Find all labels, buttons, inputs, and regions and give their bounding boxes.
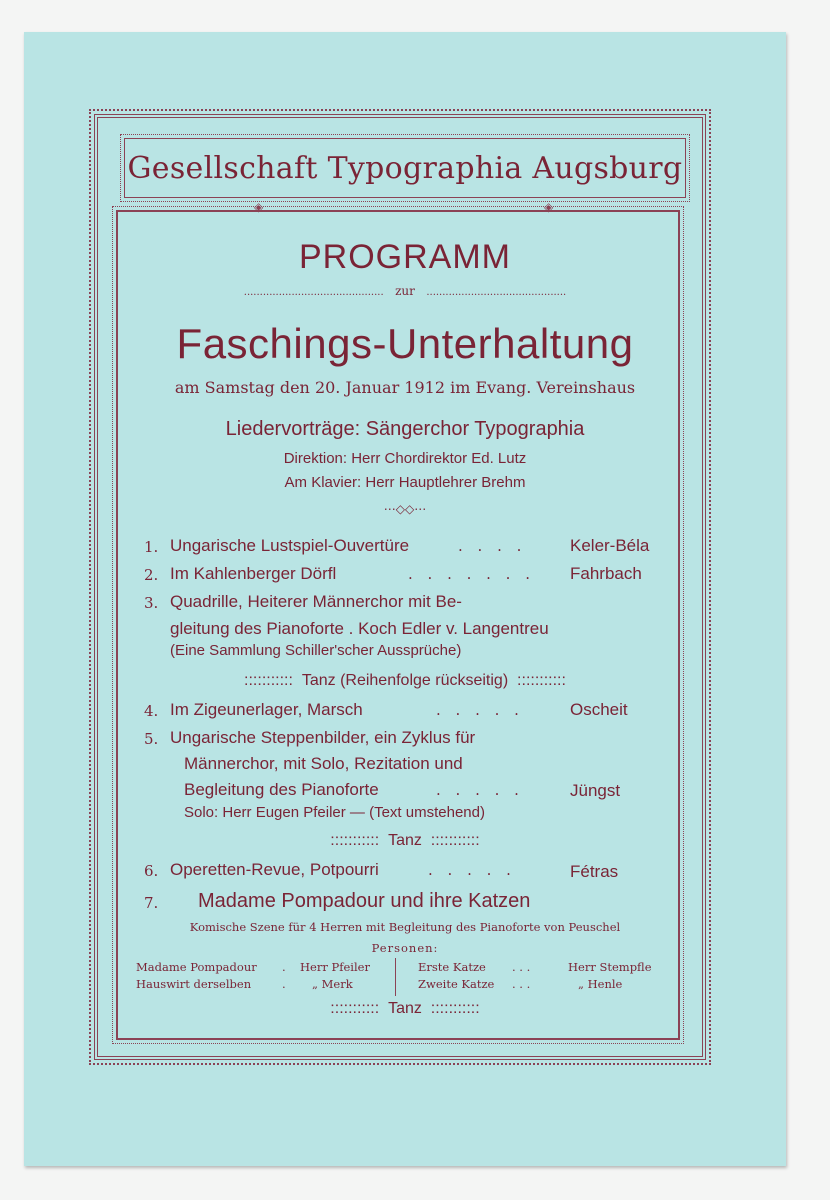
corner-ornament-left: ◈ [254,200,264,214]
item-6-title: Operetten-Revue, Potpourri [170,860,379,879]
dotted-rule-right: ............................................ [426,287,567,298]
tanz-dots-left: ::::::::::: [330,832,380,849]
dotted-rule-left: ............................................ [243,287,384,298]
item-7-subtitle: Komische Szene für 4 Herren mit Begleitung des Pianoforte von Peuschel [189,920,621,934]
item-2-composer: Fahrbach [570,564,642,583]
event-title: Faschings-Unterhaltung [176,320,634,367]
item-2-leader: . . . . . . . [408,565,535,583]
role-right-1-dots: . . . [512,960,531,974]
tanz-1-label: Tanz (Reihenfolge rückseitig) [301,672,509,689]
corner-ornament-right: ◈ [544,200,554,214]
item-5-line2: Männerchor, mit Solo, Rezitation und [184,754,463,773]
zur-line [24,284,786,298]
lieder-line: Liedervorträge: Sängerchor Typographia [225,418,585,440]
tanz-dots-right: ::::::::::: [430,832,480,849]
item-3-line2: gleitung des Pianoforte . Koch Edler v. Langentreu [170,619,549,638]
item-1-composer: Keler-Béla [570,536,650,555]
item-5-solo: Solo: Herr Eugen Pfeiler — (Text umstehend) [184,804,485,821]
item-2-title: Im Kahlenberger Dörfl [170,564,337,583]
tanz-2-label: Tanz [388,832,422,849]
item-3-number: 3. [144,594,159,612]
actor-right-1: Herr Stempfle [568,960,652,974]
item-6-number: 6. [144,862,159,880]
item-3-line1: Quadrille, Heiterer Männerchor mit Be- [170,592,462,611]
role-left-2-dots: . [282,977,286,991]
tanz-3-label: Tanz [388,1000,422,1017]
item-6-composer: Fétras [570,862,619,881]
role-right-1: Erste Katze [418,960,486,974]
item-7-title: Madame Pompadour und ihre Katzen [198,890,531,912]
item-5-number: 5. [144,730,159,748]
item-1-title: Ungarische Lustspiel-Ouvertüre [170,536,410,555]
item-5-leader: . . . . . [436,781,524,799]
tanz-divider-1 [24,672,786,690]
tanz-divider-2 [24,832,786,850]
date-line: am Samstag den 20. Januar 1912 im Evang. Vereinshaus [174,378,636,397]
personen-divider [395,958,396,996]
role-right-2: Zweite Katze [418,977,495,991]
item-5-line3: Begleitung des Pianoforte [184,780,379,799]
direktion-line: Direktion: Herr Chordirektor Ed. Lutz [283,450,527,467]
tanz-dots-right: ::::::::::: [517,672,566,689]
programm-heading: PROGRAMM [299,238,511,276]
tanz-dots-right: ::::::::::: [430,1000,480,1017]
personen-heading: Personen: [371,941,439,955]
item-5-line1: Ungarische Steppenbilder, ein Zyklus für [170,728,476,747]
tanz-divider-3 [24,1000,786,1018]
klavier-line: Am Klavier: Herr Hauptlehrer Brehm [284,474,526,491]
ornament-divider: ⋯◇◇⋯ [383,502,427,516]
role-left-1: Madame Pompadour [136,960,257,974]
item-5-composer: Jüngst [570,781,621,800]
role-left-1-dots: . [282,960,286,974]
actor-left-2: „ Merk [312,977,353,991]
actor-right-2: „ Henle [578,977,623,991]
role-right-2-dots: . . . [512,977,531,991]
item-4-title: Im Zigeunerlager, Marsch [170,700,363,719]
item-6-leader: . . . . . [428,861,516,879]
item-3-note: (Eine Sammlung Schiller'scher Aussprüche) [170,642,462,659]
zur-word: zur [395,284,415,298]
item-1-leader: . . . . [458,537,527,555]
tanz-dots-left: ::::::::::: [330,1000,380,1017]
item-4-leader: . . . . . [436,701,524,719]
item-1-number: 1. [144,538,159,556]
society-title: Gesellschaft Typographia Augsburg [127,150,683,186]
item-4-number: 4. [144,702,159,720]
tanz-dots-left: ::::::::::: [244,672,293,689]
item-7-number: 7. [144,894,159,912]
title-frame [124,138,686,198]
item-4-composer: Oscheit [570,700,628,719]
item-2-number: 2. [144,566,159,584]
actor-left-1: Herr Pfeiler [300,960,370,974]
role-left-2: Hauswirt derselben [136,977,252,991]
